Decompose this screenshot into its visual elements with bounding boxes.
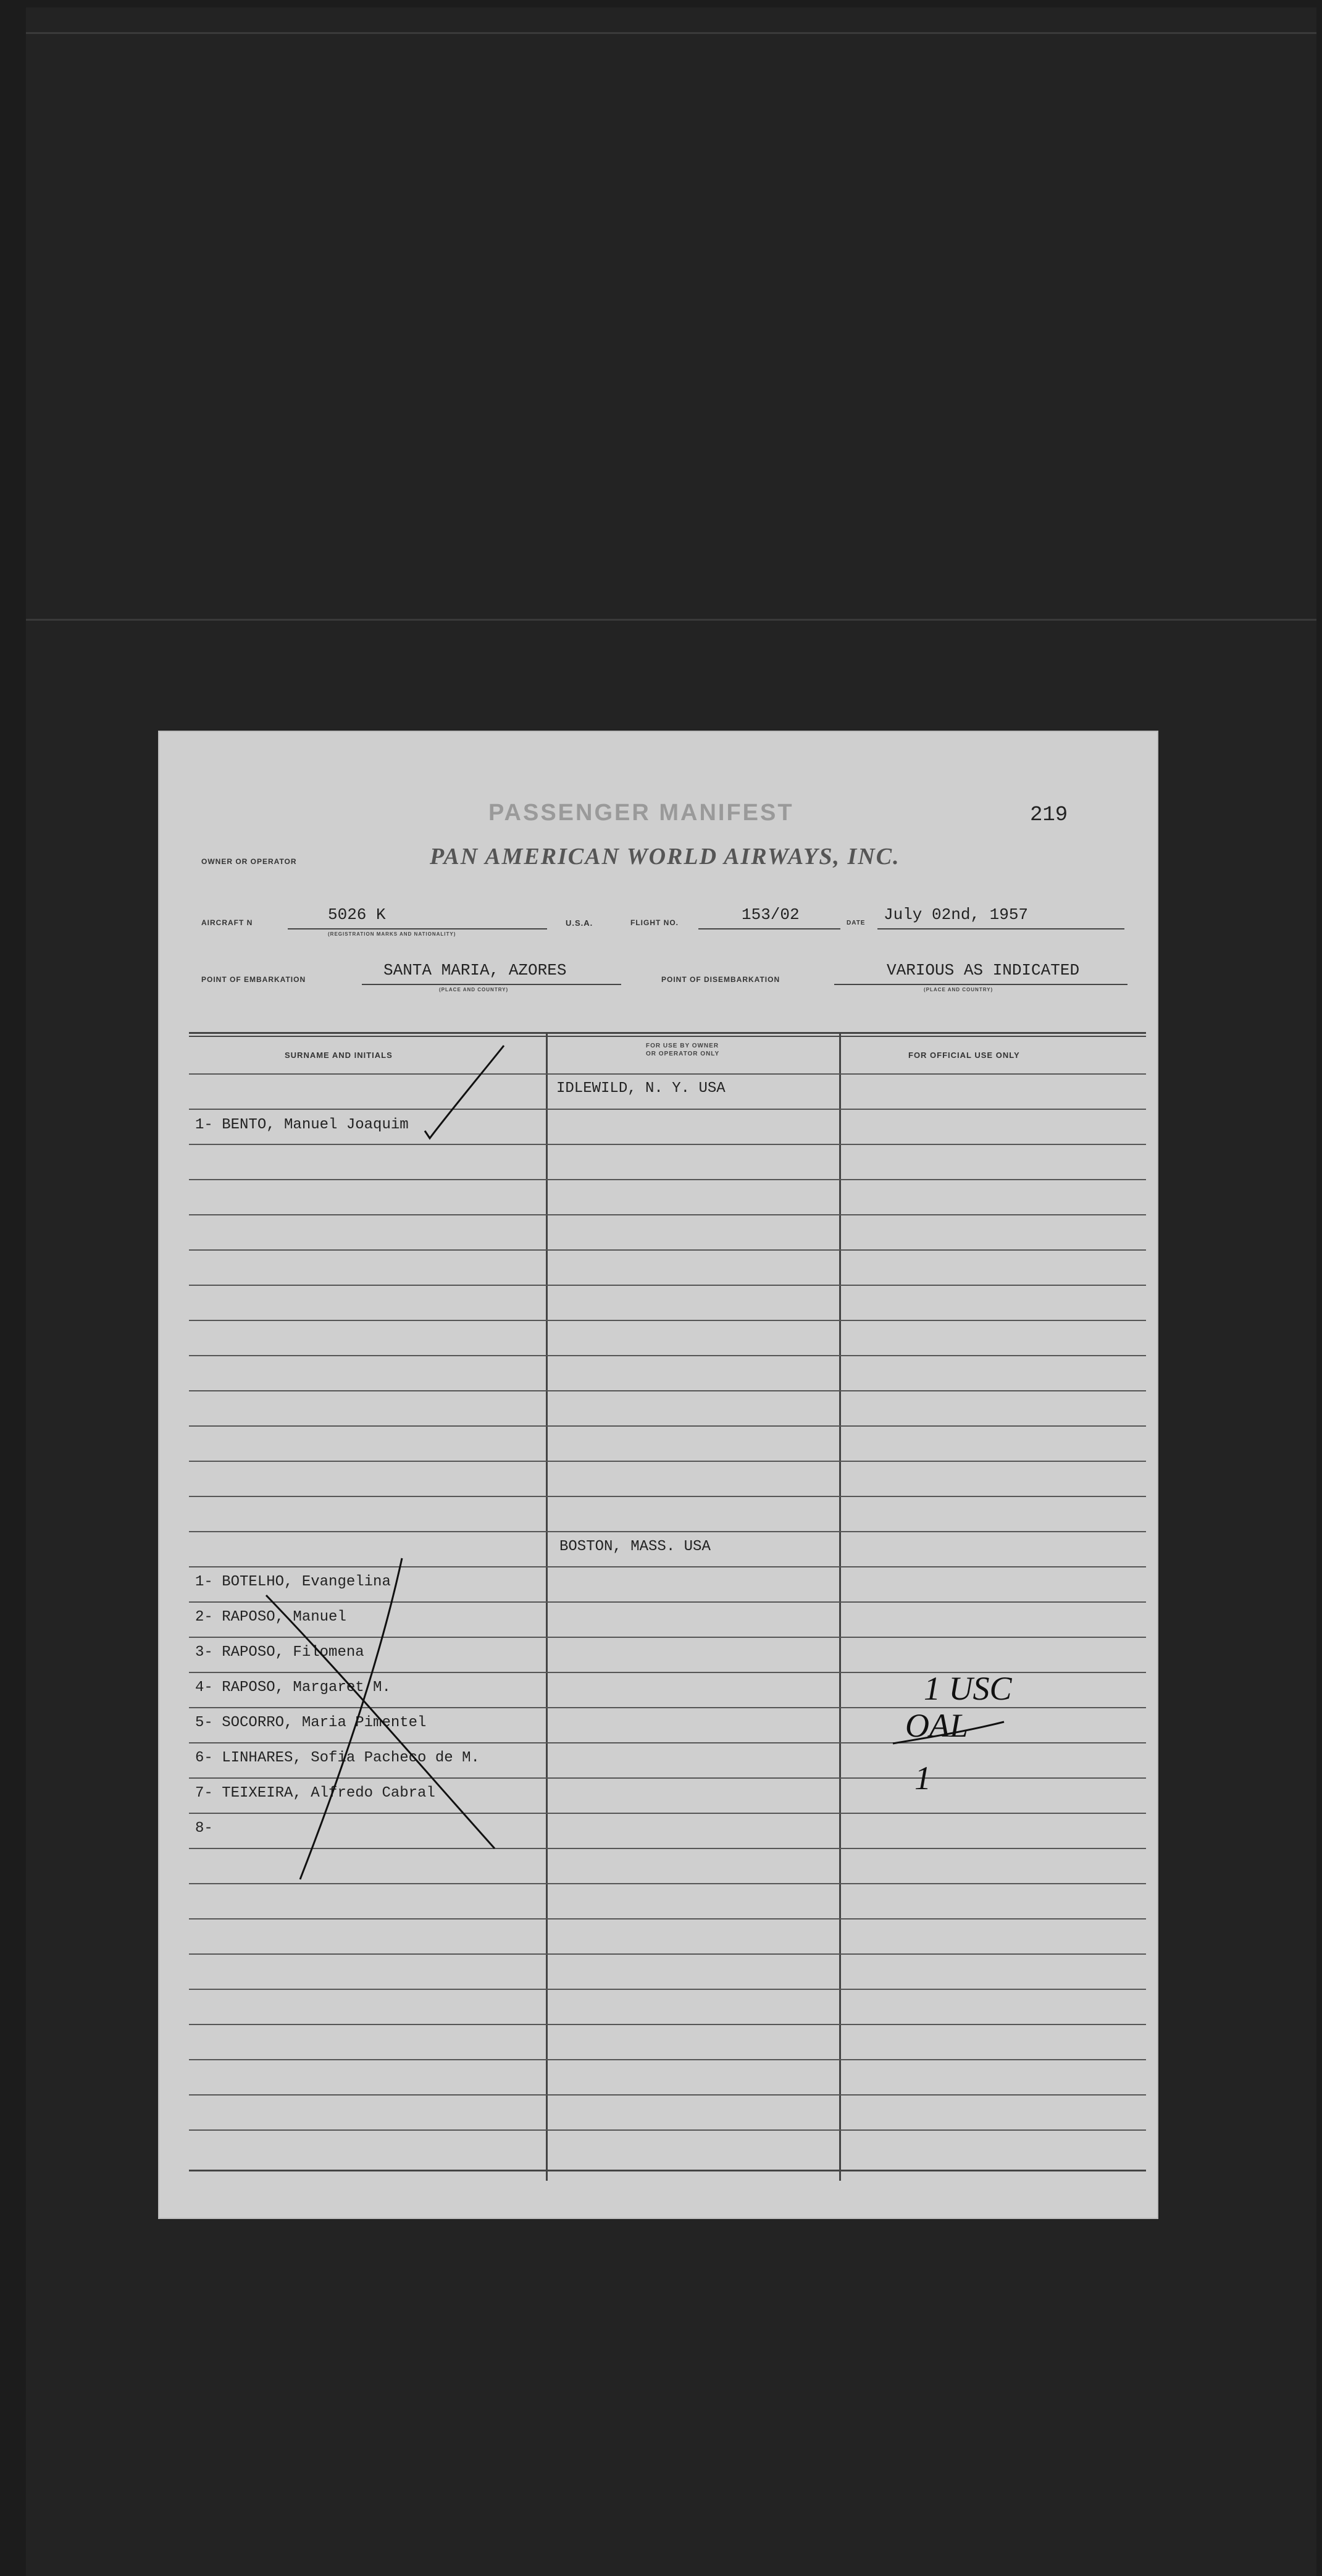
passenger-row: 1- BENTO, Manuel Joaquim [195,1117,409,1133]
col-header-owner-line2: OR OPERATOR ONLY [646,1051,720,1057]
passenger-row: 5- SOCORRO, Maria Pimentel [195,1714,427,1731]
film-edge-line [26,32,1316,34]
col-header-owner-line1: FOR USE BY OWNER [646,1043,719,1049]
owner-label: OWNER OR OPERATOR [201,857,297,866]
disembarkation-sub: (PLACE AND COUNTRY) [924,987,994,992]
aircraft-sub: (REGISTRATION MARKS AND NATIONALITY) [328,931,456,937]
strike-stroke [300,1558,402,1879]
aircraft-label: AIRCRAFT N [201,918,253,927]
manifest-sheet [158,731,1158,2219]
passenger-row: 4- RAPOSO, Margaret M. [195,1679,391,1696]
passenger-row: 2- RAPOSO, Manuel [195,1609,346,1626]
passenger-row: 8- [195,1820,213,1837]
passenger-row: 7- TEIXEIRA, Alfredo Cabral [195,1785,435,1802]
embarkation-sub: (PLACE AND COUNTRY) [439,987,509,992]
disembarkation-label: POINT OF DISEMBARKATION [661,975,780,984]
flight-label: FLIGHT NO. [630,918,679,927]
date-value: July 02nd, 1957 [884,905,1029,924]
film-frame-divider [26,619,1316,621]
aircraft-value: 5026 K [328,905,386,924]
strike-stroke [266,1595,495,1848]
date-label: DATE [847,920,866,926]
underline-stroke [893,1722,1004,1743]
handwritten-note-oal: OAL [905,1707,969,1744]
col-header-surname: SURNAME AND INITIALS [285,1051,393,1060]
destination-idlewild: IDLEWILD, N. Y. USA [556,1080,726,1097]
disembarkation-value: VARIOUS AS INDICATED [887,961,1080,980]
usa-label: U.S.A. [566,918,593,928]
flight-value: 153/02 [742,905,800,924]
handwritten-note-one: 1 [914,1760,931,1797]
handwritten-note-usc: 1 USC [924,1670,1012,1707]
embarkation-label: POINT OF EMBARKATION [201,975,306,984]
owner-value: PAN AMERICAN WORLD AIRWAYS, INC. [430,844,900,870]
col-header-official: FOR OFFICIAL USE ONLY [908,1051,1020,1060]
form-title: PASSENGER MANIFEST [488,800,794,826]
passenger-row: 3- RAPOSO, Filomena [195,1644,364,1661]
passenger-row: 6- LINHARES, Sofia Pacheco de M. [195,1750,480,1766]
destination-boston: BOSTON, MASS. USA [559,1538,711,1555]
embarkation-value: SANTA MARIA, AZORES [383,961,567,980]
page-number: 219 [1030,803,1068,827]
passenger-row: 1- BOTELHO, Evangelina [195,1574,391,1590]
pen-marks [158,731,1158,2219]
check-mark [425,1046,504,1138]
